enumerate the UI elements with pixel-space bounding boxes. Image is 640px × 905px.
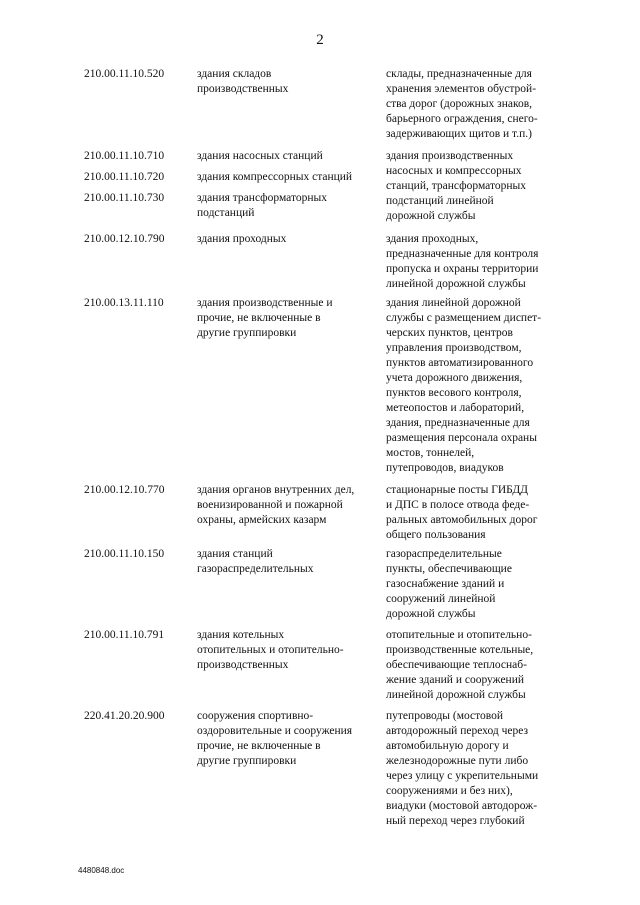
row-description-line: управления производством, <box>386 342 522 354</box>
row-description-line: общего пользования <box>386 529 486 541</box>
row-name-line: здания котельных <box>197 629 285 641</box>
row-description-line: и ДПС в полосе отвода феде- <box>386 499 530 511</box>
row-name-line: военизированной и пожарной <box>197 499 343 511</box>
row-description <box>386 547 572 622</box>
row-description-line: железнодорожные пути либо <box>386 755 529 767</box>
row-description-line: черских пунктов, центров <box>386 327 513 339</box>
row-description-line: жение зданий и сооружений <box>386 674 525 686</box>
row-description-line: дорожной службы <box>386 210 476 222</box>
row-name-line: здания складов <box>197 68 272 80</box>
row-name-line: здания насосных станций <box>197 150 323 162</box>
row-description-line: пропуска и охраны территории <box>386 263 539 275</box>
row-description-line: хранения элементов обустрой- <box>386 83 537 95</box>
row-name-line: здания компрессорных станций <box>197 171 353 183</box>
row-code: 210.00.11.10.720 <box>84 171 165 183</box>
row-code: 210.00.11.10.150 <box>84 548 165 560</box>
row-description-line: ральных автомобильных дорог <box>386 514 538 526</box>
page-number: 2 <box>316 32 324 48</box>
row-name <box>197 191 377 221</box>
row-name-line: производственных <box>197 659 289 671</box>
row-description-line: линейной дорожной службы <box>386 278 526 290</box>
row-description-line: размещения персонала охраны <box>386 432 537 444</box>
row-description-line: дорожной службы <box>386 608 476 620</box>
row-description <box>386 628 572 703</box>
row-name <box>197 149 377 164</box>
row-description-line: газоснабжение зданий и <box>386 578 505 590</box>
row-name-line: другие группировки <box>197 327 297 339</box>
row-description-line: службы с размещением диспет- <box>386 312 542 324</box>
row-description-line: предназначенные для контроля <box>386 248 539 260</box>
row-name-line: охраны, армейских казарм <box>197 514 327 526</box>
row-code: 210.00.11.10.730 <box>84 192 165 204</box>
row-description <box>386 296 572 476</box>
row-description <box>386 232 572 292</box>
row-description-line: пунктов автоматизированного <box>386 357 534 369</box>
row-description <box>386 67 572 142</box>
row-description-line: здания проходных, <box>386 233 479 245</box>
row-name-line: производственных <box>197 83 289 95</box>
row-description-line: барьерного ограждения, снего- <box>386 113 538 125</box>
row-description-line: здания линейной дорожной <box>386 297 521 309</box>
row-name <box>197 170 377 185</box>
row-code: 210.00.11.10.710 <box>84 150 165 162</box>
row-code: 210.00.12.10.770 <box>84 484 165 496</box>
row-name-line: прочие, не включенные в <box>197 312 321 324</box>
row-name <box>197 547 377 577</box>
row-name-line: прочие, не включенные в <box>197 740 321 752</box>
row-name <box>197 709 377 769</box>
footer-filename: 4480848.doc <box>78 866 125 875</box>
row-description-line: ный переход через глубокий <box>386 815 525 827</box>
row-description-line: здания производственных <box>386 150 514 162</box>
row-name-line: сооружения спортивно- <box>197 710 314 722</box>
row-description-line: через улицу с укрепительными <box>386 770 539 782</box>
row-description-line: склады, предназначенные для <box>386 68 532 80</box>
row-description-line: стационарные посты ГИБДД <box>386 484 529 496</box>
row-description <box>386 709 572 829</box>
row-name-line: здания производственные и <box>197 297 333 309</box>
row-description-line: отопительные и отопительно- <box>386 629 532 641</box>
row-description <box>386 149 572 224</box>
row-code: 210.00.11.10.520 <box>84 68 165 80</box>
row-description-line: задерживающих щитов и т.п.) <box>386 128 532 140</box>
row-name-line: здания станций <box>197 548 273 560</box>
row-description-line: производственные котельные, <box>386 644 534 656</box>
row-name-line: оздоровительные и сооружения <box>197 725 353 737</box>
row-description-line: ства дорог (дорожных знаков, <box>386 98 533 110</box>
row-description-line: учета дорожного движения, <box>386 372 523 384</box>
row-description-line: виадуки (мостовой автодорож- <box>386 800 538 812</box>
row-name-line: здания проходных <box>197 233 287 245</box>
row-description-line: пункты, обеспечивающие <box>386 563 512 575</box>
row-name <box>197 67 377 97</box>
row-code: 220.41.20.20.900 <box>84 710 165 722</box>
row-description-line: сооружений линейной <box>386 593 496 605</box>
row-description-line: метеопостов и лабораторий, <box>386 402 525 414</box>
row-name-line: здания трансформаторных <box>197 192 327 204</box>
row-name <box>197 296 377 341</box>
row-code: 210.00.12.10.790 <box>84 233 165 245</box>
row-description-line: здания, предназначенные для <box>386 417 530 429</box>
row-description-line: автомобильную дорогу и <box>386 740 509 752</box>
row-description-line: газораспределительные <box>386 548 502 560</box>
row-name <box>197 628 377 673</box>
row-description <box>386 483 572 543</box>
row-code: 210.00.13.11.110 <box>84 297 164 309</box>
row-name <box>197 483 377 528</box>
row-code: 210.00.11.10.791 <box>84 629 165 641</box>
row-description-line: путепроводы (мостовой <box>386 710 504 722</box>
row-name <box>197 232 377 247</box>
row-description-line: путепроводов, виадуков <box>386 462 504 474</box>
row-description-line: подстанций линейной <box>386 195 494 207</box>
row-name-line: отопительных и отопительно- <box>197 644 344 656</box>
row-name-line: другие группировки <box>197 755 297 767</box>
row-description-line: автодорожный переход через <box>386 725 529 737</box>
row-description-line: сооружениями и без них), <box>386 785 513 797</box>
row-description-line: обеспечивающие теплоснаб- <box>386 659 527 671</box>
row-description-line: линейной дорожной службы <box>386 689 526 701</box>
row-description-line: мостов, тоннелей, <box>386 447 475 459</box>
row-name-line: газораспределительных <box>197 563 314 575</box>
row-name-line: подстанций <box>197 207 255 219</box>
row-description-line: пунктов весового контроля, <box>386 387 522 399</box>
row-name-line: здания органов внутренних дел, <box>197 484 355 496</box>
row-description-line: насосных и компрессорных <box>386 165 522 177</box>
row-description-line: станций, трансформаторных <box>386 180 526 192</box>
